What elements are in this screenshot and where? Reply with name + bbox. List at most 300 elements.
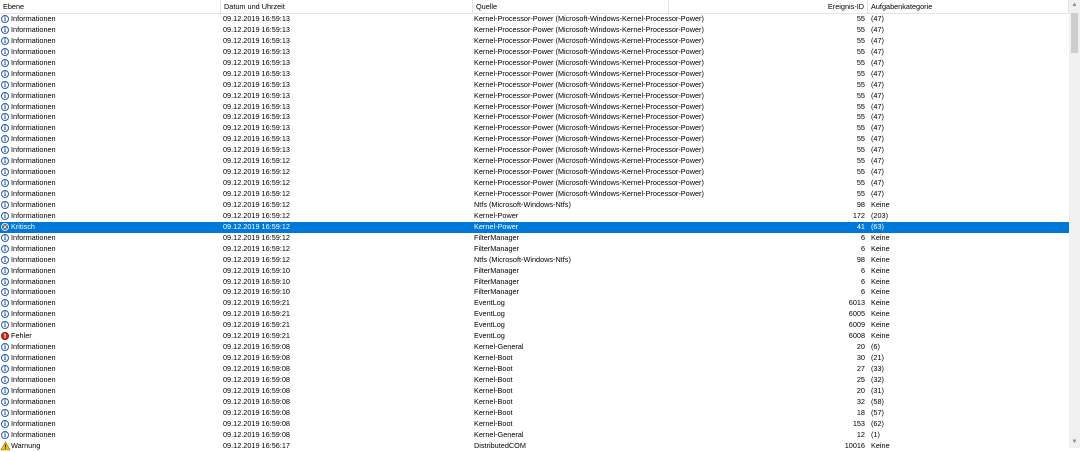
source-cell: Kernel-Processor-Power (Microsoft-Windows-Kernel-Processor-Power) — [474, 68, 704, 78]
date-cell: 09.12.2019 16:59:13 — [223, 14, 290, 23]
date-cell: 09.12.2019 16:59:13 — [223, 57, 290, 67]
event-id-cell: 55 — [856, 156, 865, 166]
level-cell — [0, 277, 218, 288]
information-icon: i — [1, 59, 9, 67]
level-label: Informationen — [11, 35, 56, 45]
task-category-cell: (32) — [871, 374, 884, 384]
level-cell — [0, 244, 218, 255]
level-label: Informationen — [11, 353, 56, 363]
scroll-thumb[interactable] — [1071, 13, 1078, 53]
level-label: Fehler — [11, 331, 32, 341]
level-cell — [0, 156, 218, 167]
information-icon: i — [1, 15, 9, 23]
task-category-cell: (47) — [871, 101, 884, 111]
task-category-cell: (47) — [871, 123, 884, 133]
source-cell: Kernel-Boot — [474, 396, 513, 406]
critical-icon: × — [2, 223, 8, 231]
event-row[interactable] — [0, 408, 1069, 419]
date-cell: 09.12.2019 16:59:12 — [223, 232, 290, 242]
error-icon: ! — [1, 332, 9, 340]
event-id-cell: 172 — [852, 210, 865, 220]
scroll-down-arrow-icon[interactable]: ▼ — [1071, 439, 1078, 445]
date-cell: 09.12.2019 16:59:08 — [223, 342, 290, 352]
date-cell: 09.12.2019 16:59:13 — [223, 24, 290, 34]
level-label: Informationen — [11, 418, 56, 428]
warning-icon — [1, 442, 10, 450]
task-category-cell: Keine — [871, 276, 890, 286]
level-cell — [0, 364, 218, 375]
event-row[interactable] — [0, 287, 1069, 298]
source-cell: Kernel-Boot — [474, 364, 513, 373]
level-cell — [0, 375, 218, 386]
level-cell — [0, 25, 218, 36]
task-category-cell: Keine — [871, 331, 890, 341]
information-icon: i — [1, 256, 9, 264]
source-cell: EventLog — [474, 309, 505, 319]
event-row[interactable] — [0, 320, 1069, 331]
information-icon: i — [1, 157, 9, 165]
level-label: Informationen — [11, 298, 56, 308]
event-row[interactable] — [0, 441, 1069, 452]
source-cell: Kernel-Processor-Power (Microsoft-Windows-Kernel-Processor-Power) — [474, 46, 704, 56]
level-cell — [0, 102, 218, 113]
event-id-cell: 55 — [856, 134, 865, 144]
level-label: Informationen — [11, 24, 56, 34]
event-id-cell: 55 — [856, 68, 865, 78]
task-category-cell: Keine — [871, 232, 890, 242]
column-header-event-id[interactable]: Ereignis-ID — [669, 0, 868, 13]
event-row[interactable] — [0, 167, 1069, 178]
event-id-cell: 55 — [856, 112, 865, 122]
task-category-cell: Keine — [871, 320, 890, 330]
level-label: Kritisch — [11, 221, 35, 231]
source-cell: FilterManager — [474, 276, 520, 286]
level-cell — [0, 36, 218, 47]
event-id-cell: 55 — [856, 189, 865, 198]
column-header — [0, 0, 1069, 14]
source-cell: Kernel-Processor-Power (Microsoft-Windows-Kernel-Processor-Power) — [474, 112, 704, 122]
event-id-cell: 41 — [856, 221, 865, 231]
task-category-cell: (47) — [871, 79, 884, 89]
source-cell: Kernel-Processor-Power (Microsoft-Windows-Kernel-Processor-Power) — [474, 101, 704, 111]
level-label: Informationen — [11, 68, 56, 78]
information-icon: i — [1, 179, 9, 187]
task-category-cell: (47) — [871, 14, 884, 23]
event-id-cell: 6 — [860, 265, 865, 275]
date-cell: 09.12.2019 16:59:10 — [223, 265, 290, 275]
event-row[interactable] — [0, 156, 1069, 167]
event-row[interactable] — [0, 112, 1069, 123]
column-header-task-category[interactable]: Aufgabenkategorie — [868, 0, 1069, 13]
event-row[interactable] — [0, 211, 1069, 222]
source-cell: Kernel-Processor-Power (Microsoft-Windows-Kernel-Processor-Power) — [474, 134, 704, 144]
event-id-cell: 55 — [856, 57, 865, 67]
date-cell: 09.12.2019 16:59:10 — [223, 276, 290, 286]
task-category-cell: (47) — [871, 134, 884, 144]
event-id-cell: 55 — [856, 24, 865, 34]
date-cell: 09.12.2019 16:59:21 — [223, 298, 290, 308]
source-cell: Kernel-Boot — [474, 407, 513, 417]
task-category-cell: (47) — [871, 57, 884, 67]
information-icon: i — [1, 398, 9, 406]
date-cell: 09.12.2019 16:59:08 — [223, 374, 290, 384]
task-category-cell: (47) — [871, 112, 884, 122]
level-label: Informationen — [11, 112, 56, 122]
level-cell — [0, 331, 218, 342]
level-cell — [0, 342, 218, 353]
column-header-level[interactable]: Ebene — [0, 0, 221, 13]
level-cell — [0, 47, 218, 58]
information-icon: i — [1, 113, 9, 121]
date-cell: 09.12.2019 16:56:17 — [223, 440, 290, 450]
task-category-cell: (203) — [871, 210, 889, 220]
event-row[interactable] — [0, 430, 1069, 441]
event-id-cell: 6 — [860, 243, 865, 253]
event-id-cell: 55 — [856, 178, 865, 188]
level-cell — [0, 287, 218, 298]
source-cell: Kernel-Processor-Power (Microsoft-Windows-Kernel-Processor-Power) — [474, 35, 704, 45]
date-cell: 09.12.2019 16:59:12 — [223, 199, 290, 209]
information-icon: i — [1, 26, 9, 34]
level-cell — [0, 134, 218, 145]
level-cell — [0, 309, 218, 320]
date-cell: 09.12.2019 16:59:13 — [223, 79, 290, 89]
source-cell: Ntfs (Microsoft-Windows-Ntfs) — [474, 199, 571, 209]
event-row[interactable] — [0, 200, 1069, 211]
event-row[interactable] — [0, 255, 1069, 266]
date-cell: 09.12.2019 16:59:13 — [223, 123, 290, 133]
level-cell — [0, 222, 218, 233]
source-cell: Kernel-Processor-Power (Microsoft-Windows-Kernel-Processor-Power) — [474, 90, 704, 100]
level-cell — [0, 80, 218, 91]
level-label: Informationen — [11, 210, 56, 220]
event-row[interactable] — [0, 14, 1069, 25]
event-id-cell: 6 — [860, 232, 865, 242]
information-icon: i — [1, 376, 9, 384]
source-cell: Ntfs (Microsoft-Windows-Ntfs) — [474, 254, 571, 264]
event-row[interactable] — [0, 47, 1069, 58]
date-cell: 09.12.2019 16:59:12 — [223, 178, 290, 188]
information-icon: i — [1, 409, 9, 417]
date-cell: 09.12.2019 16:59:12 — [223, 243, 290, 253]
event-id-cell: 153 — [852, 418, 865, 428]
event-row[interactable] — [0, 397, 1069, 408]
task-category-cell: Keine — [871, 254, 890, 264]
date-cell: 09.12.2019 16:59:13 — [223, 145, 290, 155]
event-id-cell: 55 — [856, 46, 865, 56]
event-row[interactable] — [0, 222, 1069, 233]
level-label: Informationen — [11, 265, 56, 275]
event-id-cell: 18 — [856, 407, 865, 417]
task-category-cell: (31) — [871, 385, 884, 395]
level-cell — [0, 14, 218, 25]
event-id-cell: 98 — [856, 199, 865, 209]
event-row[interactable] — [0, 386, 1069, 397]
event-list — [0, 14, 1069, 452]
information-icon: i — [1, 354, 9, 362]
level-label: Informationen — [11, 101, 56, 111]
event-row[interactable] — [0, 364, 1069, 375]
event-id-cell: 6013 — [848, 298, 865, 308]
level-label: Informationen — [11, 407, 56, 417]
event-row[interactable] — [0, 277, 1069, 288]
event-row[interactable] — [0, 80, 1069, 91]
task-category-cell: (47) — [871, 24, 884, 34]
task-category-cell: (47) — [871, 68, 884, 78]
level-label: Informationen — [11, 254, 56, 264]
task-category-cell: (33) — [871, 364, 884, 373]
source-cell: Kernel-Processor-Power (Microsoft-Windows-Kernel-Processor-Power) — [474, 189, 704, 198]
event-id-cell: 6 — [860, 287, 865, 297]
task-category-cell: (47) — [871, 178, 884, 188]
event-row[interactable] — [0, 102, 1069, 113]
event-id-cell: 20 — [856, 342, 865, 352]
event-id-cell: 55 — [856, 167, 865, 177]
date-cell: 09.12.2019 16:59:13 — [223, 68, 290, 78]
date-cell: 09.12.2019 16:59:12 — [223, 167, 290, 177]
information-icon: i — [1, 190, 9, 198]
information-icon: i — [1, 201, 9, 209]
level-label: Informationen — [11, 90, 56, 100]
information-icon: i — [1, 146, 9, 154]
column-header-date[interactable]: Datum und Uhrzeit — [221, 0, 473, 13]
date-cell: 09.12.2019 16:59:08 — [223, 364, 290, 373]
information-icon: i — [1, 420, 9, 428]
level-label: Informationen — [11, 276, 56, 286]
level-cell — [0, 397, 218, 408]
date-cell: 09.12.2019 16:59:08 — [223, 429, 290, 439]
source-cell: Kernel-Processor-Power (Microsoft-Windows-Kernel-Processor-Power) — [474, 24, 704, 34]
information-icon: i — [1, 70, 9, 78]
level-cell — [0, 58, 218, 69]
event-row[interactable] — [0, 244, 1069, 255]
source-cell: FilterManager — [474, 243, 520, 253]
date-cell: 09.12.2019 16:59:21 — [223, 309, 290, 319]
information-icon: i — [1, 343, 9, 351]
event-id-cell: 10016 — [844, 440, 865, 450]
information-icon: i — [1, 288, 9, 296]
level-cell — [0, 91, 218, 102]
information-icon: i — [1, 103, 9, 111]
level-label: Informationen — [11, 123, 56, 133]
event-row[interactable] — [0, 331, 1069, 342]
source-cell: Kernel-Boot — [474, 374, 513, 384]
event-row[interactable] — [0, 375, 1069, 386]
event-id-cell: 32 — [856, 396, 865, 406]
task-category-cell: Keine — [871, 287, 890, 297]
date-cell: 09.12.2019 16:59:12 — [223, 156, 290, 166]
event-id-cell: 30 — [856, 353, 865, 363]
event-row[interactable] — [0, 25, 1069, 36]
source-cell: EventLog — [474, 298, 505, 308]
level-cell — [0, 145, 218, 156]
level-label: Informationen — [11, 309, 56, 319]
level-label: Informationen — [11, 14, 56, 23]
source-cell: FilterManager — [474, 287, 520, 297]
event-row[interactable] — [0, 178, 1069, 189]
event-id-cell: 55 — [856, 101, 865, 111]
level-label: Informationen — [11, 189, 56, 198]
level-label: Informationen — [11, 79, 56, 89]
date-cell: 09.12.2019 16:59:12 — [223, 210, 290, 220]
task-category-cell: (63) — [871, 221, 884, 231]
task-category-cell: (58) — [871, 396, 884, 406]
level-label: Informationen — [11, 57, 56, 67]
event-row[interactable] — [0, 298, 1069, 309]
event-id-cell: 25 — [856, 374, 865, 384]
date-cell: 09.12.2019 16:59:10 — [223, 287, 290, 297]
information-icon: i — [1, 267, 9, 275]
task-category-cell: (47) — [871, 35, 884, 45]
task-category-cell: Keine — [871, 440, 890, 450]
level-cell — [0, 266, 218, 277]
level-cell — [0, 353, 218, 364]
level-cell — [0, 112, 218, 123]
event-id-cell: 98 — [856, 254, 865, 264]
source-cell: Kernel-Processor-Power (Microsoft-Windows-Kernel-Processor-Power) — [474, 178, 704, 188]
level-cell — [0, 69, 218, 80]
level-label: Informationen — [11, 46, 56, 56]
event-row[interactable] — [0, 91, 1069, 102]
level-cell — [0, 200, 218, 211]
date-cell: 09.12.2019 16:59:08 — [223, 385, 290, 395]
task-category-cell: (1) — [871, 429, 880, 439]
task-category-cell: (47) — [871, 46, 884, 56]
event-id-cell: 6008 — [848, 331, 865, 341]
information-icon: i — [1, 299, 9, 307]
information-icon: i — [1, 81, 9, 89]
event-id-cell: 55 — [856, 123, 865, 133]
level-label: Informationen — [11, 374, 56, 384]
event-row[interactable] — [0, 145, 1069, 156]
task-category-cell: (47) — [871, 156, 884, 166]
source-cell: Kernel-Processor-Power (Microsoft-Windows-Kernel-Processor-Power) — [474, 145, 704, 155]
event-id-cell: 55 — [856, 79, 865, 89]
source-cell: FilterManager — [474, 265, 520, 275]
scroll-up-arrow-icon[interactable]: ▲ — [1071, 2, 1078, 8]
date-cell: 09.12.2019 16:59:08 — [223, 418, 290, 428]
information-icon: i — [1, 310, 9, 318]
event-row[interactable] — [0, 309, 1069, 320]
event-id-cell: 27 — [856, 364, 865, 373]
information-icon: i — [1, 234, 9, 242]
task-category-cell: (47) — [871, 167, 884, 177]
source-cell: Kernel-Processor-Power (Microsoft-Windows-Kernel-Processor-Power) — [474, 167, 704, 177]
date-cell: 09.12.2019 16:59:21 — [223, 320, 290, 330]
information-icon: i — [1, 92, 9, 100]
source-cell: Kernel-Processor-Power (Microsoft-Windows-Kernel-Processor-Power) — [474, 156, 704, 166]
level-label: Informationen — [11, 199, 56, 209]
information-icon: i — [1, 321, 9, 329]
event-row[interactable] — [0, 353, 1069, 364]
task-category-cell: (21) — [871, 353, 884, 363]
level-label: Informationen — [11, 364, 56, 373]
level-cell — [0, 167, 218, 178]
date-cell: 09.12.2019 16:59:08 — [223, 407, 290, 417]
level-label: Informationen — [11, 134, 56, 144]
date-cell: 09.12.2019 16:59:13 — [223, 46, 290, 56]
task-category-cell: (62) — [871, 418, 884, 428]
event-id-cell: 6009 — [848, 320, 865, 330]
level-label: Informationen — [11, 396, 56, 406]
event-row[interactable] — [0, 58, 1069, 69]
event-row[interactable] — [0, 69, 1069, 80]
task-category-cell: Keine — [871, 265, 890, 275]
date-cell: 09.12.2019 16:59:12 — [223, 254, 290, 264]
level-cell — [0, 320, 218, 331]
level-cell — [0, 255, 218, 266]
event-row[interactable] — [0, 233, 1069, 244]
information-icon: i — [1, 37, 9, 45]
date-cell: 09.12.2019 16:59:13 — [223, 101, 290, 111]
level-label: Informationen — [11, 429, 56, 439]
event-row[interactable] — [0, 342, 1069, 353]
event-row[interactable] — [0, 123, 1069, 134]
information-icon: i — [1, 365, 9, 373]
task-category-cell: (47) — [871, 189, 884, 198]
information-icon: i — [1, 245, 9, 253]
date-cell: 09.12.2019 16:59:12 — [223, 189, 290, 198]
date-cell: 09.12.2019 16:59:13 — [223, 112, 290, 122]
column-header-source[interactable]: Quelle — [473, 0, 669, 13]
information-icon: i — [1, 135, 9, 143]
source-cell: Kernel-Boot — [474, 418, 513, 428]
event-id-cell: 6 — [860, 276, 865, 286]
source-cell: Kernel-Power — [474, 210, 519, 220]
level-cell — [0, 430, 218, 441]
event-id-cell: 12 — [856, 429, 865, 439]
level-cell — [0, 419, 218, 430]
date-cell: 09.12.2019 16:59:13 — [223, 90, 290, 100]
level-cell — [0, 178, 218, 189]
event-row[interactable] — [0, 134, 1069, 145]
event-row[interactable] — [0, 36, 1069, 47]
event-id-cell: 55 — [856, 14, 865, 23]
event-row[interactable] — [0, 266, 1069, 277]
event-row[interactable] — [0, 419, 1069, 430]
information-icon: i — [1, 278, 9, 286]
event-row[interactable] — [0, 189, 1069, 200]
source-cell: Kernel-Processor-Power (Microsoft-Windows-Kernel-Processor-Power) — [474, 123, 704, 133]
information-icon: i — [1, 212, 9, 220]
information-icon: i — [1, 168, 9, 176]
source-cell: EventLog — [474, 331, 505, 341]
task-category-cell: Keine — [871, 199, 890, 209]
task-category-cell: Keine — [871, 298, 890, 308]
level-cell — [0, 189, 218, 200]
level-label: Informationen — [11, 385, 56, 395]
task-category-cell: (6) — [871, 342, 880, 352]
source-cell: Kernel-General — [474, 342, 524, 352]
source-cell: FilterManager — [474, 232, 520, 242]
level-label: Informationen — [11, 287, 56, 297]
level-cell — [0, 441, 218, 452]
source-cell: Kernel-Processor-Power (Microsoft-Windows-Kernel-Processor-Power) — [474, 79, 704, 89]
source-cell: Kernel-Processor-Power (Microsoft-Windows-Kernel-Processor-Power) — [474, 14, 704, 23]
source-cell: Kernel-Processor-Power (Microsoft-Windows-Kernel-Processor-Power) — [474, 57, 704, 67]
level-cell — [0, 211, 218, 222]
level-label: Informationen — [11, 320, 56, 330]
source-cell: Kernel-Boot — [474, 353, 513, 363]
vertical-scrollbar[interactable] — [1069, 0, 1080, 448]
date-cell: 09.12.2019 16:59:13 — [223, 134, 290, 144]
level-label: Informationen — [11, 167, 56, 177]
level-cell — [0, 123, 218, 134]
information-icon: i — [1, 431, 9, 439]
information-icon: i — [1, 48, 9, 56]
level-label: Informationen — [11, 178, 56, 188]
event-id-cell: 55 — [856, 145, 865, 155]
